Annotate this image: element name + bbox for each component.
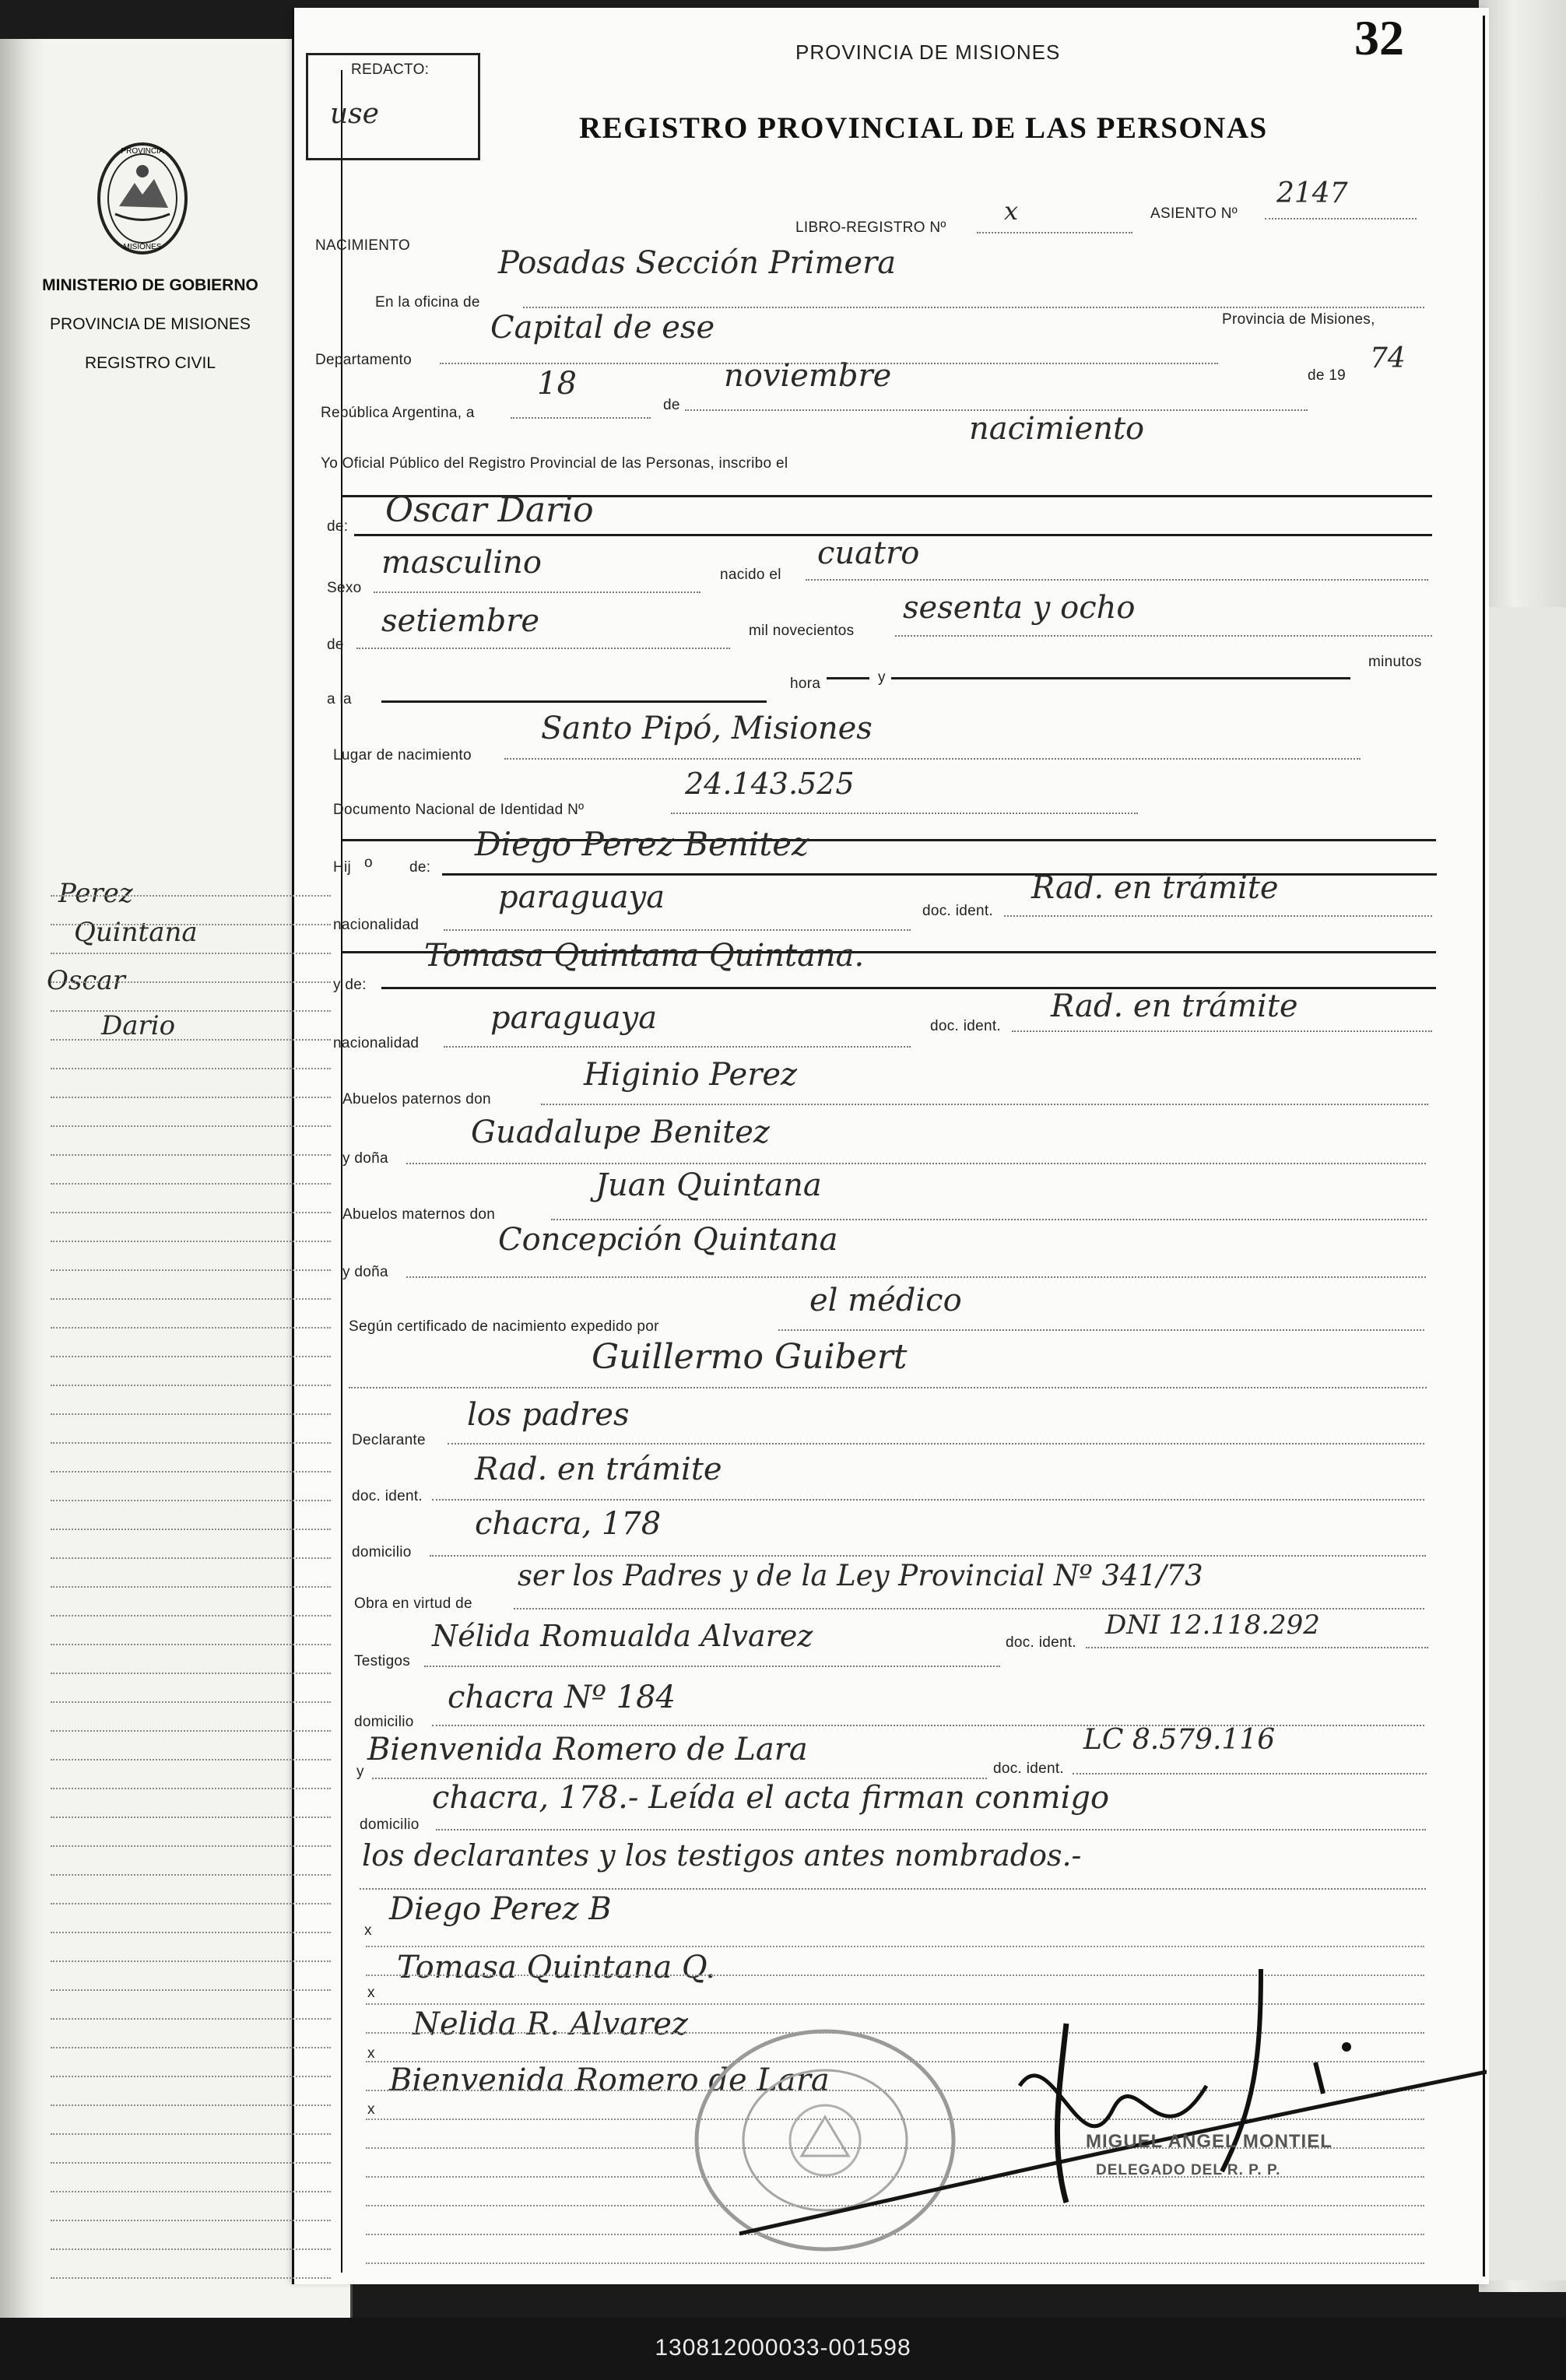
book-binding	[0, 39, 43, 2318]
mil-value: sesenta y ocho	[903, 590, 1136, 626]
departamento-label: Departamento	[315, 352, 413, 368]
left-rule-line	[51, 1500, 331, 1501]
padre-nac-value: paraguaya	[498, 879, 665, 915]
left-rule-line	[51, 1903, 331, 1904]
left-rule-line	[51, 1557, 331, 1559]
padre-value: Diego Perez Benitez	[475, 825, 809, 863]
anio-value: 74	[1370, 342, 1406, 374]
madre-nac-line	[444, 1046, 911, 1048]
image-caption: 130812000033-001598	[655, 2335, 911, 2361]
asiento-value: 2147	[1276, 177, 1348, 209]
abuelo-m-value: Juan Quintana	[595, 1167, 822, 1203]
mes-value: noviembre	[724, 358, 892, 394]
lugar-value: Santo Pipó, Misiones	[541, 711, 873, 746]
testigo2-value: Bienvenida Romero de Lara	[367, 1732, 808, 1767]
minutos-label: minutos	[1368, 654, 1422, 670]
provincia-suffix: Provincia de Misiones,	[1222, 311, 1375, 328]
domicilio-label: domicilio	[354, 1714, 414, 1730]
page-title: REGISTRO PROVINCIAL DE LAS PERSONAS	[579, 111, 1268, 145]
signature: Tomasa Quintana Q.	[397, 1950, 716, 1985]
nacionalidad-label: nacionalidad	[333, 1035, 420, 1051]
abuela-p-line	[406, 1163, 1426, 1164]
abuela-p-value: Guadalupe Benitez	[471, 1115, 771, 1150]
testigo2-doc-line	[1073, 1773, 1427, 1774]
testigo1-dom-value: chacra Nº 184	[448, 1680, 676, 1715]
left-rule-line	[51, 1183, 331, 1185]
redacto-label: REDACTO:	[351, 61, 430, 78]
stamp-role: DELEGADO DEL R. P. P.	[1096, 2162, 1281, 2178]
left-rule-line	[51, 895, 331, 897]
asiento-line	[1265, 218, 1417, 219]
redacto-box	[306, 53, 480, 160]
nacido-label: nacido el	[720, 567, 781, 583]
signature-mark: x	[367, 1985, 375, 2001]
yo-oficial-label: Yo Oficial Público del Registro Provincial de las Personas, inscribo el	[321, 455, 788, 472]
testigo1-doc-value: DNI 12.118.292	[1105, 1609, 1320, 1641]
left-rule-line	[51, 2047, 331, 2048]
left-rule-line	[51, 1845, 331, 1847]
dia-value: 18	[537, 366, 577, 402]
segun-value: el médico	[809, 1283, 962, 1318]
left-rule-line	[51, 981, 331, 983]
left-rule-line	[51, 2076, 331, 2077]
doc-ident-label: doc. ident.	[922, 903, 993, 919]
domicilio-label: domicilio	[352, 1544, 412, 1560]
lugar-line	[504, 758, 1361, 760]
left-rule-line	[51, 1961, 331, 1962]
left-rule-line	[51, 1730, 331, 1732]
hijo-label: Hij	[333, 859, 352, 876]
testigo1-line	[424, 1666, 1000, 1667]
left-rule-line	[51, 1269, 331, 1271]
margin-note-line: Oscar	[47, 965, 125, 996]
rule-line	[891, 677, 1350, 679]
hora-label: hora	[790, 676, 821, 692]
margin-note-line: Dario	[101, 1010, 176, 1041]
libro-line	[977, 232, 1132, 233]
padre-nac-line	[444, 929, 911, 931]
obra-value: ser los Padres y de la Ley Provincial Nº 341/73	[518, 1559, 1203, 1592]
abuelo-p-line	[541, 1104, 1428, 1105]
left-rule-line	[51, 1644, 331, 1645]
province-header: PROVINCIA DE MISIONES	[795, 40, 1061, 64]
declarante-line	[448, 1443, 1424, 1444]
margin-note-line: Perez	[58, 878, 133, 909]
departamento-value: Capital de ese	[490, 310, 715, 346]
left-rule-line	[51, 2220, 331, 2221]
left-rule-line	[51, 1241, 331, 1242]
madre-doc-value: Rad. en trámite	[1051, 988, 1298, 1024]
libro-value: x	[1004, 196, 1019, 226]
rule-line	[827, 677, 869, 679]
signature-mark: x	[364, 1922, 372, 1939]
left-rule-line	[51, 1471, 331, 1473]
mes-nac-line	[356, 648, 730, 649]
abuelo-m-line	[551, 1219, 1427, 1220]
yo-oficial-value: nacimiento	[969, 411, 1145, 447]
dia-line	[511, 417, 651, 419]
left-rule-line	[51, 1989, 331, 1991]
abuelos-maternos-label: Abuelos maternos don	[342, 1206, 496, 1223]
left-rule-line	[51, 1529, 331, 1530]
left-rule-line	[51, 1010, 331, 1012]
segun-line	[778, 1329, 1424, 1331]
cierre-line	[360, 1888, 1426, 1890]
left-rule-line	[51, 1615, 331, 1617]
ydona-label: y doña	[342, 1264, 388, 1280]
testigo2-line	[372, 1778, 987, 1779]
mes-nac-value: setiembre	[381, 603, 540, 639]
left-rule-line	[51, 1759, 331, 1760]
left-rule-line	[51, 2104, 331, 2106]
inner-margin-line	[341, 70, 342, 2273]
left-rule-line	[51, 1097, 331, 1098]
doc-ident2-label: doc. ident.	[352, 1488, 423, 1504]
ydona-label: y doña	[342, 1150, 388, 1167]
left-rule-line	[51, 1385, 331, 1386]
y-label: y	[878, 669, 886, 686]
segun-line-2	[349, 1387, 1427, 1388]
registry-label: REGISTRO CIVIL	[84, 354, 216, 372]
padre-doc-value: Rad. en trámite	[1031, 870, 1279, 906]
abuelo-p-value: Higinio Perez	[584, 1057, 798, 1093]
doc-ident-label: doc. ident.	[993, 1760, 1064, 1777]
testigo1-value: Nélida Romualda Alvarez	[432, 1619, 813, 1653]
left-rule-line	[51, 1932, 331, 1933]
signature: Diego Perez B	[389, 1891, 612, 1927]
de2-label: de:	[327, 518, 349, 535]
hijo-suffix: o	[364, 855, 373, 871]
signature-mark: x	[367, 2101, 375, 2118]
doc-ident-label: doc. ident.	[930, 1018, 1001, 1034]
form-rule-line	[366, 1946, 1424, 1947]
left-rule-line	[51, 924, 331, 925]
obra-label: Obra en virtud de	[354, 1595, 472, 1612]
left-rule-line	[51, 1327, 331, 1329]
nacido-value: cuatro	[817, 535, 920, 571]
declarante-doc-line	[432, 1499, 1424, 1501]
testigo2-dom-line	[436, 1829, 1426, 1831]
declarante-label: Declarante	[352, 1432, 426, 1448]
testigo1-dom-line	[432, 1725, 1424, 1726]
left-rule-line	[51, 2133, 331, 2135]
left-rule-line	[51, 1586, 331, 1588]
hijo-de-label: de:	[409, 859, 431, 876]
official-signature-icon	[724, 1969, 1487, 2265]
madre-nac-value: paraguaya	[490, 1000, 658, 1036]
madre-doc-line	[1012, 1030, 1432, 1032]
dni-value: 24.143.525	[685, 767, 855, 801]
ministry-label: MINISTERIO DE GOBIERNO	[42, 276, 258, 294]
segun-label: Según certificado de nacimiento expedido por	[349, 1318, 659, 1335]
next-page-strip	[1483, 607, 1566, 2280]
mil-line	[895, 635, 1432, 637]
left-rule-line	[51, 1788, 331, 1789]
left-rule-line	[51, 2248, 331, 2250]
segun-value-2: Guillermo Guibert	[592, 1337, 908, 1377]
left-rule-line	[51, 1356, 331, 1357]
rule-line	[442, 873, 1437, 876]
domicilio-value: chacra, 178	[475, 1506, 662, 1542]
asiento-label: ASIENTO Nº	[1150, 205, 1238, 222]
left-rule-line	[51, 1874, 331, 1876]
abuelos-paternos-label: Abuelos paternos don	[342, 1091, 491, 1108]
left-rule-line	[51, 1673, 331, 1674]
left-rule-line	[51, 1212, 331, 1213]
left-rule-line	[51, 2018, 331, 2020]
domicilio-line	[430, 1555, 1426, 1557]
left-rule-line	[51, 1125, 331, 1127]
signature: Nelida R. Alvarez	[413, 2006, 688, 2042]
left-rule-line	[51, 2277, 331, 2279]
mil-label: mil novecientos	[749, 623, 855, 639]
left-rule-line	[51, 1154, 331, 1156]
ala-label: a la	[327, 691, 352, 707]
rule-line	[381, 700, 767, 703]
left-rule-line	[51, 1039, 331, 1041]
left-rule-line	[51, 2191, 331, 2192]
sexo-value: masculino	[381, 545, 542, 581]
sexo-line	[374, 591, 700, 593]
left-rule-line	[51, 1817, 331, 1818]
left-rule-line	[51, 2162, 331, 2164]
dni-line	[671, 813, 1138, 814]
left-rule-line	[51, 1701, 331, 1703]
section-label: NACIMIENTO	[315, 237, 410, 254]
signature: Bienvenida Romero de Lara	[389, 2062, 830, 2098]
oficina-line	[523, 307, 1424, 308]
declarante-doc-value: Rad. en trámite	[475, 1452, 722, 1487]
dni-label: Documento Nacional de Identidad Nº	[333, 802, 585, 818]
anio-label: de 19	[1308, 367, 1347, 384]
abuela-m-value: Concepción Quintana	[498, 1222, 838, 1258]
page-number: 32	[1354, 10, 1404, 65]
testigos-label: Testigos	[354, 1653, 411, 1669]
madre-value: Tomasa Quintana Quintana.	[424, 938, 865, 974]
nombre-value: Oscar Dario	[385, 490, 594, 530]
redacto-value: use	[330, 98, 379, 130]
cierre-value: los declarantes y los testigos antes nombrados.-	[362, 1838, 1082, 1873]
left-rule-line	[51, 953, 331, 954]
province-label: PROVINCIA DE MISIONES	[50, 315, 251, 333]
oficina-label: En la oficina de	[375, 294, 480, 311]
left-rule-line	[51, 1068, 331, 1069]
de-label: de	[663, 397, 680, 413]
yde-label: y de:	[333, 977, 367, 993]
domicilio-label: domicilio	[360, 1817, 420, 1833]
testigo1-doc-line	[1086, 1647, 1428, 1648]
lugar-label: Lugar de nacimiento	[333, 747, 472, 763]
oficina-value: Posadas Sección Primera	[498, 245, 897, 281]
outer-margin-line	[1483, 16, 1485, 2276]
left-rule-line	[51, 1298, 331, 1300]
nacionalidad-label: nacionalidad	[333, 917, 420, 933]
seal-top-text: PROVINCIA	[121, 147, 164, 156]
padre-doc-line	[1004, 915, 1432, 917]
stamp-name: MIGUEL ANGEL MONTIEL	[1086, 2131, 1333, 2152]
province-seal-icon	[92, 136, 193, 261]
nacido-line	[806, 579, 1428, 581]
abuela-m-line	[406, 1276, 1426, 1278]
sexo-label: Sexo	[327, 580, 362, 596]
testigo2-doc-value: LC 8.579.116	[1083, 1724, 1276, 1756]
libro-label: LIBRO-REGISTRO Nº	[795, 219, 946, 236]
seal-bottom-text: MISIONES	[123, 243, 162, 251]
signature-mark: x	[367, 2045, 375, 2062]
margin-note-line: Quintana	[74, 917, 198, 948]
y-testigo2-label: y	[356, 1764, 364, 1780]
republica-label: República Argentina, a	[321, 405, 475, 421]
doc-ident-label: doc. ident.	[1006, 1634, 1076, 1651]
left-rule-line	[51, 1413, 331, 1415]
left-rule-line	[51, 1442, 331, 1444]
testigo2-dom-value: chacra, 178.- Leída el acta firman conmigo	[432, 1780, 1110, 1816]
de3-label: de	[327, 637, 344, 653]
declarante-value: los padres	[467, 1397, 630, 1433]
